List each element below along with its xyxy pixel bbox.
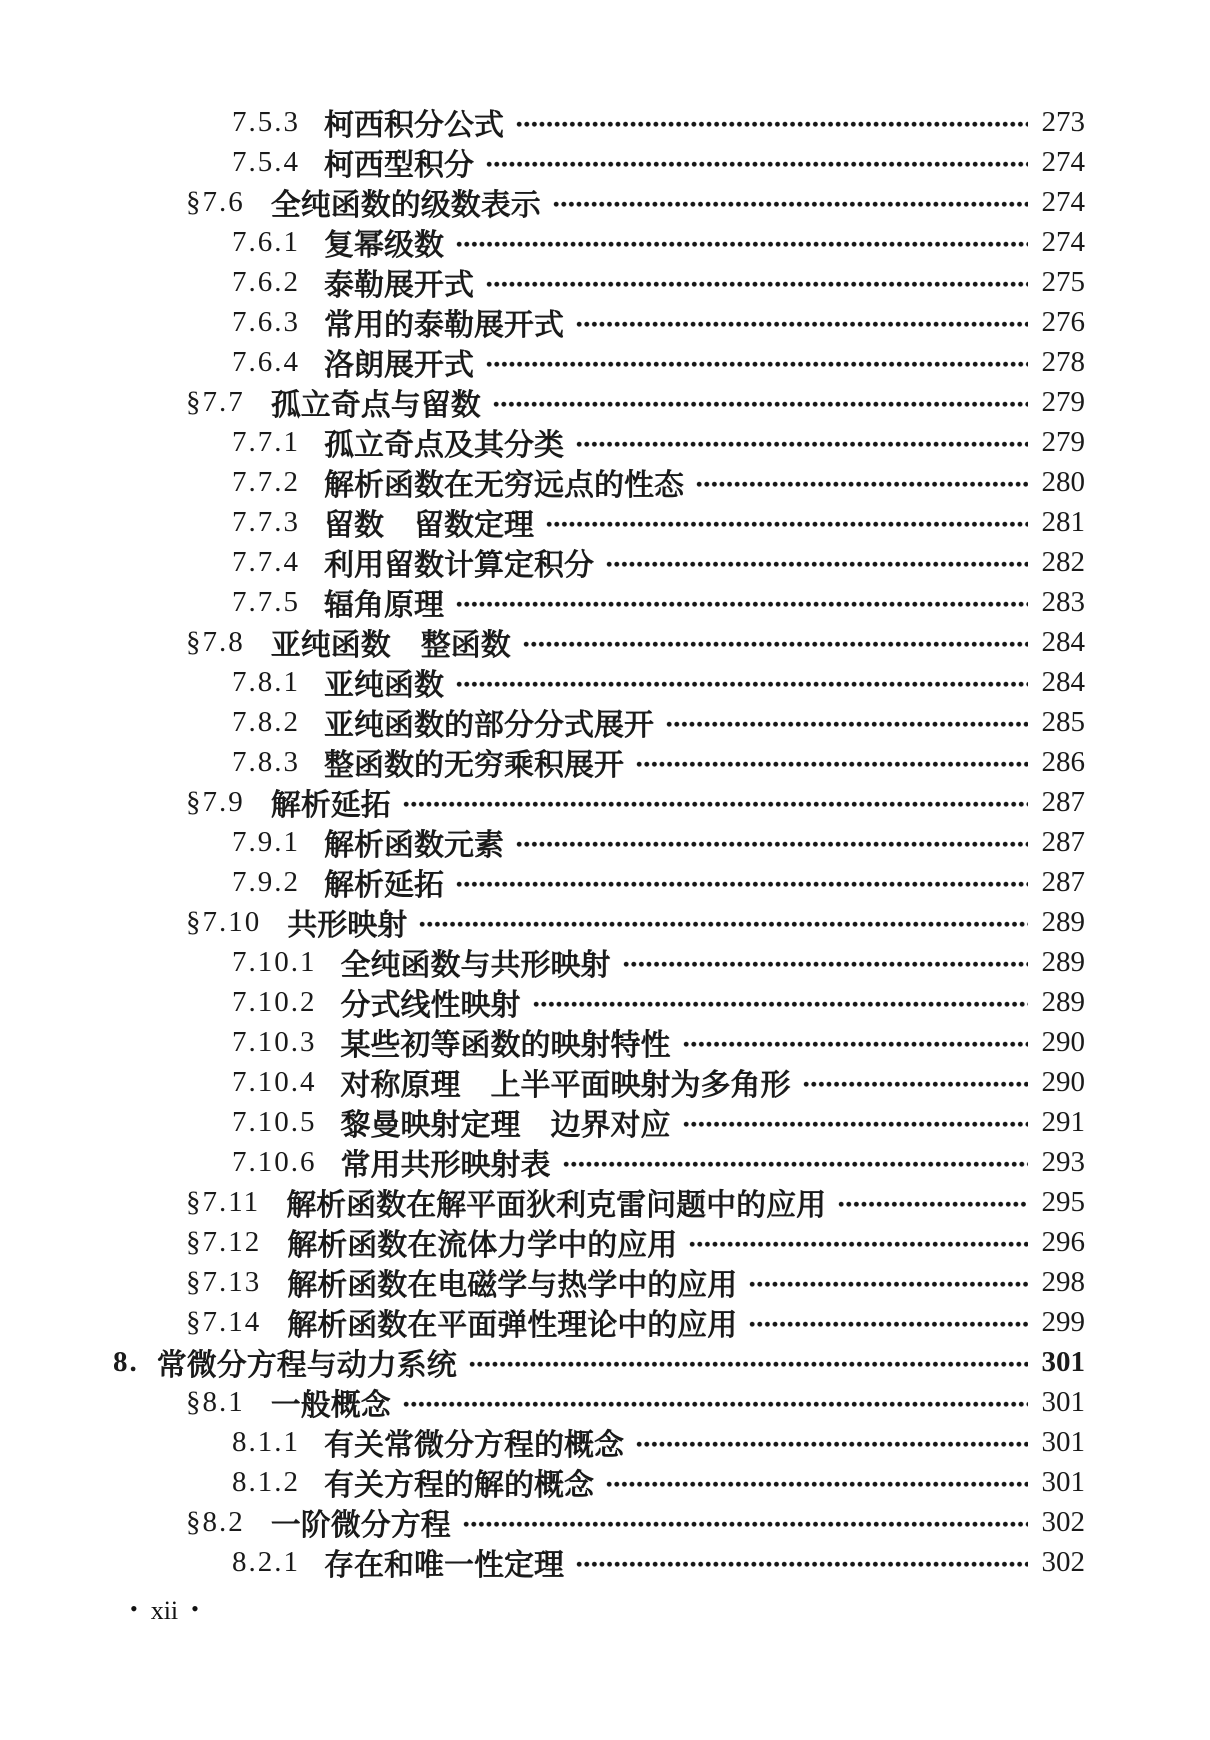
entry-number: 7.5.3 <box>232 105 300 138</box>
entry-number: 7.10.6 <box>232 1145 317 1178</box>
entry-number: 7.6.1 <box>232 225 300 258</box>
entry-page-number: 301 <box>1041 1425 1085 1458</box>
entry-number: §8.2 <box>186 1505 245 1538</box>
entry-title: 柯西型积分 <box>324 149 474 182</box>
entry-number: 7.7.5 <box>232 585 300 618</box>
entry-number: 7.6.3 <box>232 305 300 338</box>
entry-page-number: 301 <box>1041 1385 1085 1418</box>
dot-leader <box>403 801 1028 808</box>
entry-page-number: 281 <box>1041 505 1085 538</box>
dot-leader <box>606 561 1028 568</box>
entry-page-number: 287 <box>1041 865 1085 898</box>
dot-leader <box>456 681 1028 688</box>
entry-page-number: 279 <box>1041 425 1085 458</box>
toc-entry <box>0 302 1085 342</box>
toc-entry <box>0 862 1085 902</box>
dot-leader <box>419 921 1028 928</box>
toc-entry <box>0 1182 1085 1222</box>
toc-entry <box>0 1222 1085 1262</box>
entry-title: 泰勒展开式 <box>324 269 474 302</box>
entry-number: 7.7.1 <box>232 425 300 458</box>
dot-leader <box>689 1241 1028 1248</box>
entry-title: 亚纯函数 <box>324 669 444 702</box>
entry-page-number: 274 <box>1041 145 1085 178</box>
entry-page-number: 296 <box>1041 1225 1085 1258</box>
toc-entry <box>0 142 1085 182</box>
entry-title: 解析函数元素 <box>324 829 504 862</box>
toc-entry <box>0 102 1085 142</box>
footer-right-dot-icon: • <box>191 1596 199 1621</box>
toc-entry <box>0 782 1085 822</box>
toc-entry <box>0 182 1085 222</box>
entry-number: §7.9 <box>186 785 245 818</box>
entry-number: 7.8.3 <box>232 745 300 778</box>
toc-entry <box>0 542 1085 582</box>
dot-leader <box>403 1401 1028 1408</box>
footer-page-label: xii <box>150 1596 179 1625</box>
toc-entry <box>0 1062 1085 1102</box>
entry-number: §7.10 <box>186 905 262 938</box>
dot-leader <box>576 441 1028 448</box>
entry-page-number: 276 <box>1041 305 1085 338</box>
entry-number: 7.9.1 <box>232 825 300 858</box>
entry-title: 洛朗展开式 <box>324 349 474 382</box>
toc-entry <box>0 622 1085 662</box>
entry-page-number: 285 <box>1041 705 1085 738</box>
entry-title: 黎曼映射定理 边界对应 <box>340 1109 671 1142</box>
entry-number: 7.10.3 <box>232 1025 317 1058</box>
entry-page-number: 287 <box>1041 825 1085 858</box>
entry-page-number: 289 <box>1041 985 1085 1018</box>
entry-number: 7.8.1 <box>232 665 300 698</box>
toc-entry <box>0 222 1085 262</box>
dot-leader <box>749 1281 1028 1288</box>
entry-number: 7.10.4 <box>232 1065 317 1098</box>
entry-page-number: 291 <box>1041 1105 1085 1138</box>
entry-page-number: 273 <box>1041 105 1085 138</box>
entry-page-number: 289 <box>1041 905 1085 938</box>
toc-entry <box>0 1542 1085 1582</box>
entry-number: 7.10.5 <box>232 1105 317 1138</box>
entry-title: 存在和唯一性定理 <box>324 1549 564 1582</box>
entry-title: 一阶微分方程 <box>270 1509 451 1542</box>
entry-number: §8.1 <box>186 1385 245 1418</box>
toc-entry <box>0 1422 1085 1462</box>
dot-leader <box>576 321 1028 328</box>
entry-page-number: 301 <box>1041 1465 1085 1498</box>
footer-left-dot-icon: • <box>130 1596 138 1621</box>
entry-number: 8.2.1 <box>232 1545 300 1578</box>
entry-number: 7.6.4 <box>232 345 300 378</box>
entry-page-number: 289 <box>1041 945 1085 978</box>
toc-entry <box>0 1102 1085 1142</box>
dot-leader <box>749 1321 1028 1328</box>
entry-page-number: 302 <box>1041 1505 1085 1538</box>
dot-leader <box>683 1121 1029 1128</box>
dot-leader <box>456 601 1028 608</box>
toc-entry <box>0 262 1085 302</box>
entry-page-number: 274 <box>1041 225 1085 258</box>
entry-title: 解析函数在无穷远点的性态 <box>324 469 684 502</box>
dot-leader <box>636 761 1028 768</box>
entry-number: §7.13 <box>186 1265 262 1298</box>
toc-entry <box>0 702 1085 742</box>
dot-leader <box>803 1081 1029 1088</box>
entry-page-number: 279 <box>1041 385 1085 418</box>
dot-leader <box>606 1481 1028 1488</box>
toc-entry <box>0 1342 1085 1382</box>
dot-leader <box>636 1441 1028 1448</box>
toc-entry <box>0 902 1085 942</box>
toc-entry <box>0 1262 1085 1302</box>
entry-title: 常用共形映射表 <box>340 1149 551 1182</box>
toc-entry <box>0 1022 1085 1062</box>
dot-leader <box>486 361 1028 368</box>
entry-title: 柯西积分公式 <box>324 109 504 142</box>
entry-number: 7.7.2 <box>232 465 300 498</box>
entry-page-number: 298 <box>1041 1265 1085 1298</box>
dot-leader <box>516 121 1028 128</box>
toc-entry <box>0 422 1085 462</box>
entry-title: 解析延拓 <box>270 789 391 822</box>
dot-leader <box>523 641 1028 648</box>
dot-leader <box>516 841 1028 848</box>
dot-leader <box>533 1001 1029 1008</box>
entry-number: 7.7.4 <box>232 545 300 578</box>
toc-entry <box>0 1302 1085 1342</box>
entry-page-number: 283 <box>1041 585 1085 618</box>
entry-number: §7.11 <box>186 1185 261 1218</box>
dot-leader <box>456 881 1028 888</box>
toc-entry <box>0 822 1085 862</box>
toc-entry <box>0 1382 1085 1422</box>
entry-number: 7.9.2 <box>232 865 300 898</box>
entry-title: 分式线性映射 <box>340 989 521 1022</box>
entry-title: 有关方程的解的概念 <box>324 1469 594 1502</box>
dot-leader <box>623 961 1029 968</box>
entry-number: §7.6 <box>186 185 245 218</box>
toc-entry <box>0 1462 1085 1502</box>
entry-number: 8. <box>113 1345 139 1378</box>
entry-title: 复幂级数 <box>324 229 444 262</box>
entry-title: 对称原理 上半平面映射为多角形 <box>340 1069 791 1102</box>
dot-leader <box>563 1161 1029 1168</box>
dot-leader <box>838 1201 1028 1208</box>
entry-title: 有关常微分方程的概念 <box>324 1429 624 1462</box>
entry-number: 7.5.4 <box>232 145 300 178</box>
dot-leader <box>696 481 1028 488</box>
entry-page-number: 286 <box>1041 745 1085 778</box>
entry-title: 整函数的无穷乘积展开 <box>324 749 624 782</box>
entry-title: 辐角原理 <box>324 589 444 622</box>
entry-page-number: 278 <box>1041 345 1085 378</box>
entry-page-number: 282 <box>1041 545 1085 578</box>
entry-title: 某些初等函数的映射特性 <box>340 1029 671 1062</box>
entry-title: 解析函数在解平面狄利克雷问题中的应用 <box>286 1189 827 1222</box>
entry-number: §7.14 <box>186 1305 262 1338</box>
entry-title: 亚纯函数 整函数 <box>270 629 511 662</box>
entry-title: 解析函数在电磁学与热学中的应用 <box>287 1269 738 1302</box>
dot-leader <box>456 241 1028 248</box>
entry-title: 孤立奇点与留数 <box>270 389 481 422</box>
entry-title: 留数 留数定理 <box>324 509 534 542</box>
entry-number: 7.6.2 <box>232 265 300 298</box>
dot-leader <box>486 281 1028 288</box>
entry-page-number: 284 <box>1041 625 1085 658</box>
dot-leader <box>493 401 1028 408</box>
toc-entry <box>0 502 1085 542</box>
entry-page-number: 275 <box>1041 265 1085 298</box>
entry-title: 解析函数在平面弹性理论中的应用 <box>287 1309 738 1342</box>
entry-page-number: 302 <box>1041 1545 1085 1578</box>
entry-number: §7.12 <box>186 1225 262 1258</box>
entry-number: 7.7.3 <box>232 505 300 538</box>
entry-title: 常用的泰勒展开式 <box>324 309 564 342</box>
entry-title: 利用留数计算定积分 <box>324 549 594 582</box>
toc-entry <box>0 462 1085 502</box>
entry-number: 7.10.1 <box>232 945 317 978</box>
entry-page-number: 284 <box>1041 665 1085 698</box>
entry-number: §7.7 <box>186 385 245 418</box>
toc-entry <box>0 982 1085 1022</box>
dot-leader <box>463 1521 1028 1528</box>
entry-page-number: 287 <box>1041 785 1085 818</box>
toc-entry <box>0 342 1085 382</box>
entry-number: 7.10.2 <box>232 985 317 1018</box>
dot-leader <box>553 201 1028 208</box>
entry-page-number: 301 <box>1041 1345 1085 1378</box>
entry-page-number: 290 <box>1041 1025 1085 1058</box>
entry-page-number: 293 <box>1041 1145 1085 1178</box>
entry-title: 一般概念 <box>270 1389 391 1422</box>
toc-entry <box>0 382 1085 422</box>
entry-title: 全纯函数的级数表示 <box>270 189 541 222</box>
entry-page-number: 295 <box>1041 1185 1085 1218</box>
dot-leader <box>666 721 1028 728</box>
entry-title: 全纯函数与共形映射 <box>340 949 611 982</box>
dot-leader <box>486 161 1028 168</box>
toc-entry <box>0 662 1085 702</box>
entry-title: 孤立奇点及其分类 <box>324 429 564 462</box>
entry-title: 共形映射 <box>287 909 408 942</box>
toc-entry <box>0 742 1085 782</box>
dot-leader <box>576 1561 1028 1568</box>
entry-number: §7.8 <box>186 625 245 658</box>
entry-page-number: 280 <box>1041 465 1085 498</box>
dot-leader <box>469 1361 1028 1368</box>
entry-title: 亚纯函数的部分分式展开 <box>324 709 654 742</box>
toc-entry <box>0 1502 1085 1542</box>
entry-number: 8.1.1 <box>232 1425 300 1458</box>
entry-page-number: 299 <box>1041 1305 1085 1338</box>
entry-page-number: 274 <box>1041 185 1085 218</box>
toc-entry <box>0 1142 1085 1182</box>
toc-entry <box>0 582 1085 622</box>
entry-title: 解析延拓 <box>324 869 444 902</box>
entry-title: 常微分方程与动力系统 <box>156 1349 457 1382</box>
dot-leader <box>546 521 1028 528</box>
page-number-footer <box>130 1596 199 1626</box>
entry-page-number: 290 <box>1041 1065 1085 1098</box>
entry-title: 解析函数在流体力学中的应用 <box>287 1229 678 1262</box>
entry-number: 8.1.2 <box>232 1465 300 1498</box>
toc-entry <box>0 942 1085 982</box>
dot-leader <box>683 1041 1029 1048</box>
entry-number: 7.8.2 <box>232 705 300 738</box>
